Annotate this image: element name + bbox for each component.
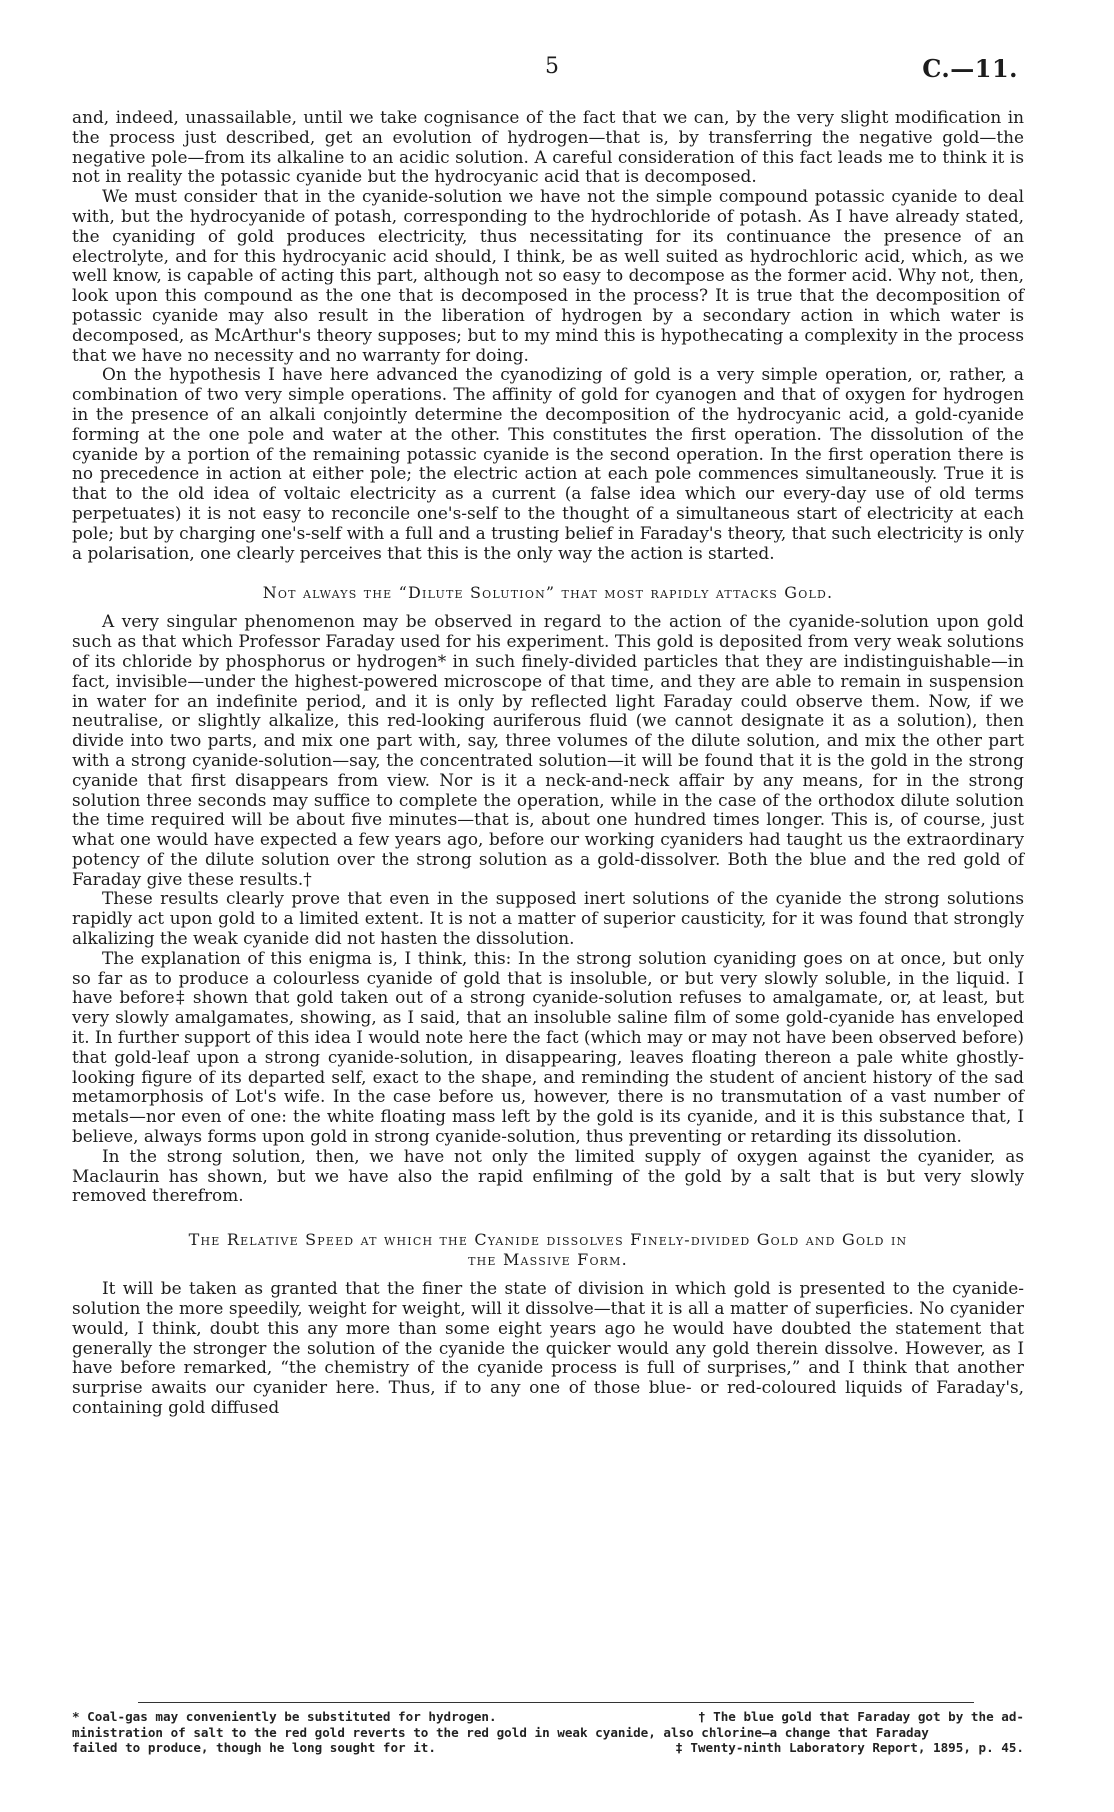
document-code: C.—11. <box>922 54 1018 83</box>
footnote-text: ministration of salt to the red gold reverts to the red gold in weak cyanide, also chlorine—a change that Faraday <box>72 1724 929 1740</box>
paragraph: These results clearly prove that even in the supposed inert solutions of the cyanide the strong solutions rapidly act upon gold to a limited extent. It is not a matter of superior causticity, for it was found that strongly alkalizing the weak cyanide did not hasten the dissolution. <box>72 888 1024 949</box>
footnote-line <box>72 1740 1024 1756</box>
footnote-line <box>72 1709 1024 1725</box>
paragraph: We must consider that in the cyanide-solution we have not the simple compound potassic cyanide to deal with, but the hydrocyanide of potash, corresponding to the hydrochloride of potash. As I have already stated, the cyaniding of gold produces electricity, thus necessitating for its continuance the presence of an electrolyte, and for this hydrocyanic acid should, I think, be as well suited as hydrochloric acid, which, as we well know, is capable of acting this part, although not so easy to decompose as the former acid. Why not, then, look upon this compound as the one that is decomposed in the process? It is true that the decomposition of potassic cyanide may also result in the liberation of hydrogen by a secondary action in which water is decomposed, as McArthur's theory supposes; but to my mind this is hypothecating a complexity in the process that we have no necessity and no warranty for doing. <box>72 186 1024 365</box>
footnote-line <box>72 1725 1024 1741</box>
footnote-text: * Coal-gas may conveniently be substituted for hydrogen. <box>72 1709 497 1724</box>
section-heading-line: The Relative Speed at which the Cyanide dissolves Finely-divided Gold and Gold in <box>188 1230 908 1250</box>
paragraph: In the strong solution, then, we have not only the limited supply of oxygen against the cyanider, as Maclaurin has shown, but we have also the rapid enfilming of the gold by a salt that is but very slowly removed therefrom. <box>72 1145 1024 1206</box>
section-heading: Not always the “Dilute Solution” that most rapidly attacks Gold. <box>262 583 834 603</box>
footnote-text: ‡ Twenty-ninth Laboratory Report, 1895, p. 45. <box>675 1740 1024 1756</box>
section-heading-line: the Massive Form. <box>468 1250 628 1270</box>
paragraph: The explanation of this enigma is, I think, this: In the strong solution cyaniding goes on at once, but only so far as to produce a colourless cyanide of gold that is insoluble, or but very slowly soluble, in the liquid. I have before‡ shown that gold taken out of a strong cyanide-solution refuses to amalgamate, or, at least, but very slowly amalgamates, showing, as I said, that an insoluble saline film of some gold-cyanide has enveloped it. In further support of this idea I would note here the fact (which may or may not have been observed before) that gold-leaf upon a strong cyanide-solution, in disappearing, leaves floating thereon a pale white ghostly-looking figure of its departed self, exact to the shape, and reminding the student of ancient history of the sad metamorphosis of Lot's wife. In the case before us, however, there is no transmutation of a vast number of metals—nor even of one: the white floating mass left by the gold is its cyanide, and it is this substance that, I believe, always forms upon gold in strong cyanide-solution, thus preventing or retarding its dissolution. <box>72 947 1024 1147</box>
footnote-text: failed to produce, though he long sought for it. <box>72 1740 436 1756</box>
footnote-text: † The blue gold that Faraday got by the ad- <box>697 1709 1024 1724</box>
paragraph: On the hypothesis I have here advanced the cyanodizing of gold is a very simple operation, or, rather, a combination of two very simple operations. The affinity of gold for cyanogen and that of oxygen for hydrogen in the presence of an alkali conjointly determine the decomposition of the hydrocyanic acid, a gold-cyanide forming at the one pole and water at the other. This constitutes the first operation. The dissolution of the cyanide by a portion of the remaining potassic cyanide is the second operation. In the first operation there is no precedence in action at either pole; the electric action at each pole commences simultaneously. True it is that to the old idea of voltaic electricity as a current (a false idea which our every-day use of old terms perpetuates) it is not easy to reconcile one's-self to the thought of a simultaneous start of electricity at each pole; but by charging one's-self with a full and a trusting belief in Faraday's theory, that such electricity is only a polarisation, one clearly perceives that this is the only way the action is started. <box>72 364 1024 563</box>
paragraph: A very singular phenomenon may be observed in regard to the action of the cyanide-solution upon gold such as that which Professor Faraday used for his experiment. This gold is deposited from very weak solutions of its chloride by phosphorus or hydrogen* in such finely-divided particles that they are indistinguishable—in fact, invisible—under the highest-powered microscope of that time, and they are able to remain in suspension in water for an indefinite period, and it is only by reflected light Faraday could observe them. Now, if we neutralise, or slightly alkalize, this red-looking auriferous fluid (we cannot designate it as a solution), then divide into two parts, and mix one part with, say, three volumes of the dilute solution, and mix the other part with a strong cyanide-solution—say, the concentrated solution—it will be found that it is the gold in the strong cyanide that first disappears from view. Nor is it a neck-and-neck affair by any means, for in the strong solution three seconds may suffice to complete the operation, while in the case of the orthodox dilute solution the time required will be about five minutes—that is, about one hundred times longer. This is, of course, just what one would have expected a few years ago, before our working cyaniders had taught us the extraordinary potency of the dilute solution over the strong solution as a gold-dissolver. Both the blue and the red gold of Faraday give these results.† <box>72 611 1024 889</box>
section-heading <box>72 1230 1024 1270</box>
page-number: 5 <box>545 54 559 79</box>
page-header <box>0 54 1114 86</box>
footnotes <box>72 1709 1024 1756</box>
paragraph: It will be taken as granted that the finer the state of division in which gold is presented to the cyanide-solution the more speedily, weight for weight, will it dissolve—that it is all a matter of superficies. No cyanider would, I think, doubt this any more than some eight years ago he would have doubted the statement that generally the stronger the solution of the cyanide the quicker would any gold therein dissolve. However, as I have before remarked, “the chemistry of the cyanide process is full of surprises,” and I think that another surprise awaits our cyanider here. Thus, if to any one of those blue- or red-coloured liquids of Faraday's, containing gold diffused <box>72 1278 1024 1418</box>
footnote-divider <box>138 1702 974 1703</box>
paragraph: and, indeed, unassailable, until we take cognisance of the fact that we can, by the very slight modification in the process just described, get an evolution of hydrogen—that is, by transferring the negative gold—the negative pole—from its alkaline to an acidic solution. A careful consideration of this fact leads me to think it is not in reality the potassic cyanide but the hydrocyanic acid that is decomposed. <box>72 107 1024 187</box>
body-text <box>72 108 1024 1418</box>
